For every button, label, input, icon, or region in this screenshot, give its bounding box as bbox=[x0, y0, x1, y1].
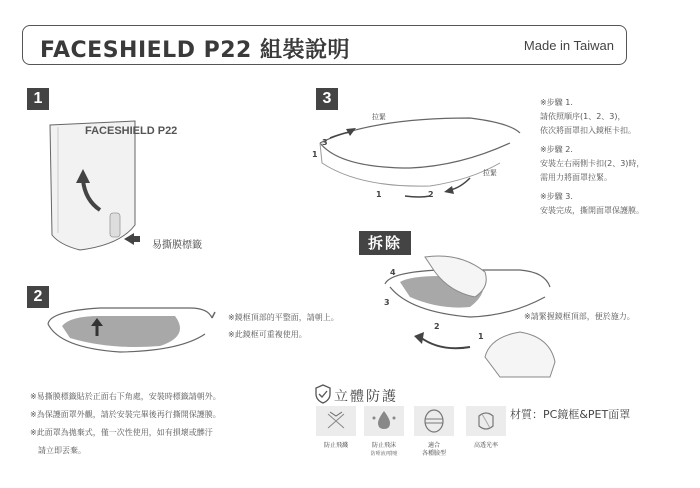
feature-label-face-text: 適合 bbox=[427, 442, 440, 449]
step-3-instruction-6: 需用力將面罩拉緊。 bbox=[540, 173, 612, 182]
protection-title: 立體防護 bbox=[334, 389, 398, 405]
removal-callout-3: 3 bbox=[384, 298, 390, 307]
light-icon bbox=[466, 406, 506, 436]
removal-callout-1: 1 bbox=[478, 332, 484, 341]
feature-label-droplet bbox=[358, 442, 410, 458]
feature-sub-droplet: 防唾液/噴嚏 bbox=[370, 451, 398, 457]
step-2-note-2: ※此鏡框可重複使用。 bbox=[228, 330, 307, 339]
title-box bbox=[22, 25, 627, 65]
peel-tab-label: 易撕膜標籤 bbox=[152, 240, 202, 251]
removal-callout-2: 2 bbox=[434, 322, 440, 331]
face-icon bbox=[414, 406, 454, 436]
note-4: 請立即丟棄。 bbox=[38, 446, 86, 455]
splash-icon bbox=[316, 406, 356, 436]
step-1-badge: 1 bbox=[27, 88, 49, 110]
feature-label-splash-text: 防止飛濺 bbox=[323, 442, 348, 449]
step-2-badge: 2 bbox=[27, 286, 49, 308]
step-3-instruction-7: ※步驟 3. bbox=[540, 192, 573, 201]
step-3-instruction-2: 請依照順序(1、2、3)， bbox=[540, 112, 626, 121]
note-2: ※為保護面罩外觀，請於安裝完畢後再行撕開保護膜。 bbox=[30, 410, 221, 419]
feature-label-light bbox=[460, 442, 512, 450]
step-3-instruction-8: 安裝完成，撕開面罩保護膜。 bbox=[540, 206, 644, 215]
shield-check-icon bbox=[314, 384, 332, 404]
removal-note: ※請緊握鏡框頂部，便於施力。 bbox=[524, 312, 635, 321]
feature-label-splash bbox=[310, 442, 362, 450]
step-3-badge: 3 bbox=[316, 88, 338, 110]
step-3-illustration bbox=[310, 108, 530, 208]
step-3-instruction-4: ※步驟 2. bbox=[540, 145, 573, 154]
material-label: 材質：PC鏡框&PET面罩 bbox=[510, 408, 631, 421]
callout-2: 2 bbox=[428, 190, 434, 199]
made-in-label: Made in Taiwan bbox=[523, 38, 614, 53]
page-title: FACESHIELD P22 組裝說明 bbox=[40, 38, 351, 63]
step-3-instruction-3: 依次將面罩扣入鏡框卡扣。 bbox=[540, 126, 636, 135]
feature-label-droplet-text: 防止飛沫 bbox=[371, 442, 396, 449]
note-1: ※易撕膜標籤貼於正面右下角處，安裝時標籤請朝外。 bbox=[30, 392, 221, 401]
step-3-instruction-1: ※步驟 1. bbox=[540, 98, 573, 107]
step-3-instruction-5: 安裝左右兩側卡扣(2、3)時， bbox=[540, 159, 645, 168]
step-1-illustration bbox=[40, 115, 170, 265]
step-2-note-1: ※鏡框頂部的平整面，請朝上。 bbox=[228, 313, 339, 322]
tighten-label-bottom: 拉緊 bbox=[483, 169, 497, 177]
removal-callout-4: 4 bbox=[390, 268, 396, 277]
droplet-icon bbox=[364, 406, 404, 436]
note-3: ※此面罩為拋棄式，僅一次性使用，如有損壞或髒汙 bbox=[30, 428, 213, 437]
feature-label-face bbox=[408, 442, 460, 458]
feature-label-light-text: 高透光率 bbox=[473, 442, 498, 449]
callout-1-top: 1 bbox=[312, 150, 318, 159]
step-2-illustration bbox=[40, 296, 230, 366]
step-1-shield-label: FACESHIELD P22 bbox=[85, 125, 178, 137]
feature-sub-face: 各種臉型 bbox=[421, 450, 446, 457]
callout-3: 3 bbox=[322, 138, 328, 147]
tighten-label-top: 拉緊 bbox=[372, 113, 386, 121]
callout-1: 1 bbox=[376, 190, 382, 199]
remove-badge: 拆除 bbox=[359, 231, 411, 255]
